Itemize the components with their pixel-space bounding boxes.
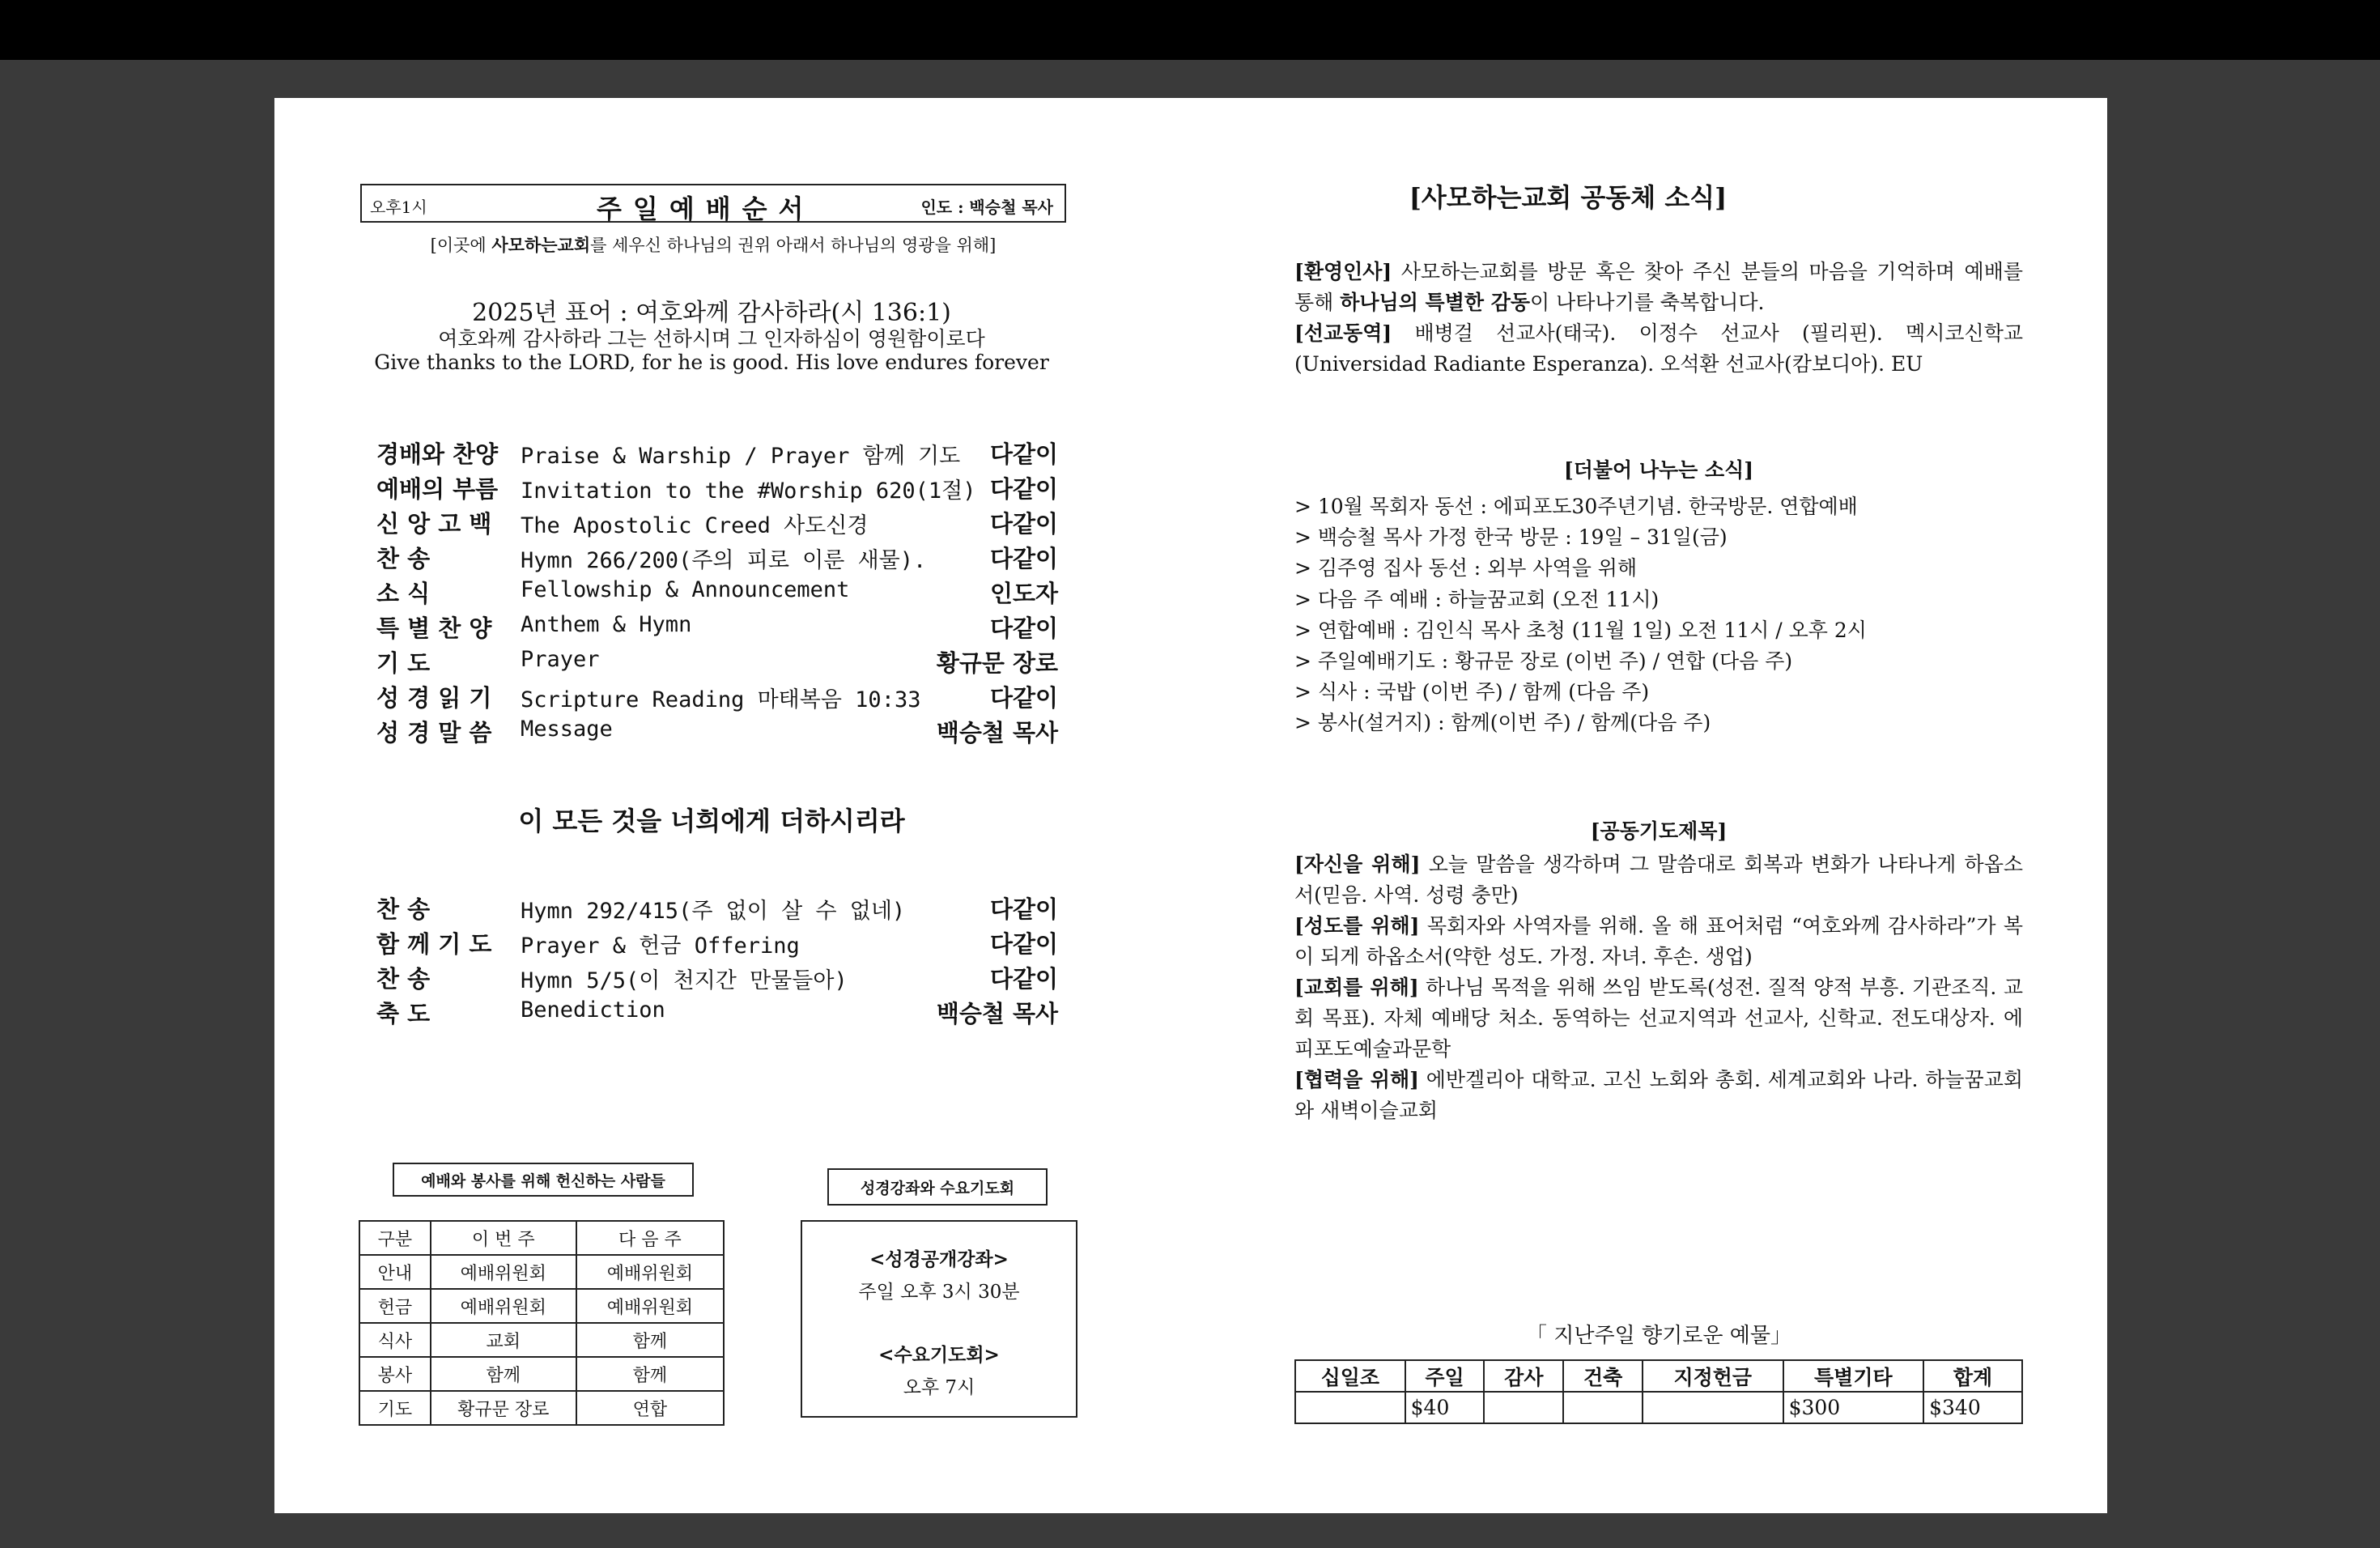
prayer-text: 하나님 목적을 위해 쓰임 받도록(성전. 질적 양적 부흥. 기관조직. 교회 목표). 자체 예배당 처소. 동역하는 선교지역과 선교사, 신학교. 전도대상자. 에피포도예술과문학 <box>1294 976 2023 1061</box>
order-performer: 다같이 <box>989 440 1058 468</box>
church-dedication-line <box>360 232 1066 257</box>
table-cell: 봉사 <box>359 1357 431 1391</box>
table-header-row <box>1295 1360 2022 1392</box>
table-cell: 황규문 장로 <box>431 1391 576 1425</box>
table-cell <box>1484 1392 1563 1423</box>
welcome-text: 사모하는교회를 방문 혹은 찾아 주신 분들의 마음을 기억하며 예배를 통해 <box>1294 260 2023 314</box>
mission-text: 배병걸 선교사(태국). 이정수 선교사 (필리핀). 멕시코신학교(Universidad Radiante Esperanza). 오석환 선교사(캄보디아). EU <box>1294 321 2023 376</box>
news-item: > 식사 : 국밥 (이번 주) / 함께 (다음 주) <box>1294 680 1650 704</box>
welcome-text-end: 이 나타나기를 축복합니다. <box>1530 291 1765 314</box>
dedication-church-name: 사모하는교회 <box>491 235 591 255</box>
prayer-tag: [교회를 위해] <box>1294 976 1419 999</box>
order-desc: Fellowship & Announcement <box>521 577 850 602</box>
prayer-item <box>1294 911 2023 972</box>
table-cell <box>1295 1392 1405 1423</box>
order-label: 성 경 읽 기 <box>376 684 492 712</box>
welcome-paragraph <box>1294 257 2023 318</box>
table-header: 건축 <box>1563 1360 1643 1392</box>
mission-tag: [선교동역] <box>1294 321 1392 345</box>
table-cell: 함께 <box>576 1357 724 1391</box>
order-performer: 다같이 <box>989 895 1058 923</box>
prayer-text: 목회자와 사역자를 위해. 올 해 표어처럼 “여호와께 감사하라”가 복이 되게 하옵소서(약한 성도. 가정. 자녀. 후손. 생업) <box>1294 914 2023 968</box>
prayer-tag: [성도를 위해] <box>1294 914 1420 938</box>
order-performer: 다같이 <box>989 545 1058 572</box>
prayer-item <box>1294 1065 2023 1126</box>
news-item: > 김주영 집사 동선 : 외부 사역을 위해 <box>1294 556 1638 580</box>
table-row <box>359 1323 724 1357</box>
order-row <box>376 961 1058 993</box>
table-cell: $300 <box>1783 1392 1924 1423</box>
table-header: 십일조 <box>1295 1360 1405 1392</box>
order-performer: 황규문 장로 <box>936 649 1058 677</box>
order-performer: 다같이 <box>989 930 1058 958</box>
table-cell: 헌금 <box>359 1289 431 1323</box>
wednesday-prayer-time: 오후 7시 <box>903 1377 975 1398</box>
wednesday-prayer-title: <수요기도회> <box>878 1344 1000 1366</box>
table-cell: 함께 <box>576 1323 724 1357</box>
news-list <box>1294 491 2023 739</box>
table-header-row <box>359 1221 724 1255</box>
offering-title: 「 지난주일 향기로운 예물」 <box>1526 1324 1791 1348</box>
news-item: > 10월 목회자 동선 : 에피포도30주년기념. 한국방문. 연합예배 <box>1294 495 1858 518</box>
worship-order-header-box <box>360 184 1066 223</box>
bible-lecture-title: <성경공개강좌> <box>869 1248 1009 1270</box>
worship-order-title: 주일예배순서 <box>597 194 815 224</box>
order-desc: Scripture Reading 마태복음 10:33 <box>521 687 921 712</box>
order-row <box>376 715 1058 747</box>
table-header: 감사 <box>1484 1360 1563 1392</box>
table-cell: 예배위원회 <box>576 1289 724 1323</box>
prayer-topics <box>1294 849 2023 1126</box>
order-row <box>376 926 1058 959</box>
order-desc: Hymn 5/5(이 천지간 만물들아) <box>521 968 848 993</box>
dedication-text-pre: [이곳에 <box>430 236 492 255</box>
order-performer: 다같이 <box>989 475 1058 503</box>
news-item: > 봉사(설거지) : 함께(이번 주) / 함께(다음 주) <box>1294 711 1711 735</box>
share-news-title: [더불어 나누는 소식] <box>1563 458 1754 482</box>
year-motto-korean: 여호와께 감사하라 그는 선하시며 그 인자하심이 영원함이로다 <box>438 327 985 351</box>
news-item: > 백승철 목사 가정 한국 방문 : 19일 – 31일(금) <box>1294 525 1728 550</box>
order-performer: 인도자 <box>989 580 1058 607</box>
prayer-topics-title: [공동기도제목] <box>1590 819 1728 843</box>
table-header: 이 번 주 <box>431 1221 576 1255</box>
table-cell: 예배위원회 <box>431 1255 576 1289</box>
order-row <box>376 645 1058 678</box>
order-label: 경배와 찬양 <box>376 440 499 468</box>
table-row <box>359 1289 724 1323</box>
table-header: 다 음 주 <box>576 1221 724 1255</box>
order-label: 특 별 찬 양 <box>376 615 492 642</box>
order-label: 신 앙 고 백 <box>376 510 492 538</box>
welcome-bold-text: 하나님의 특별한 감동 <box>1340 291 1531 314</box>
prayer-tag: [협력을 위해] <box>1294 1068 1419 1091</box>
order-label: 성 경 말 씀 <box>376 719 492 746</box>
order-performer: 백승철 목사 <box>936 719 1058 746</box>
table-header: 주일 <box>1405 1360 1485 1392</box>
prayer-item <box>1294 972 2023 1065</box>
order-desc: Invitation to the #Worship 620(1절) <box>521 478 976 504</box>
table-row <box>359 1391 724 1425</box>
prayer-item <box>1294 849 2023 911</box>
order-row <box>376 680 1058 712</box>
table-cell: $40 <box>1405 1392 1485 1423</box>
bulletin-page <box>274 98 2107 1513</box>
order-row <box>376 471 1058 504</box>
table-cell: 연합 <box>576 1391 724 1425</box>
bible-study-box <box>801 1220 1077 1418</box>
table-cell: 식사 <box>359 1323 431 1357</box>
service-table <box>359 1220 725 1426</box>
order-desc: Anthem & Hymn <box>521 612 692 637</box>
order-performer: 다같이 <box>989 684 1058 712</box>
mission-paragraph <box>1294 318 2023 380</box>
welcome-tag: [환영인사] <box>1294 260 1392 283</box>
order-desc: Benediction <box>521 997 665 1023</box>
table-cell <box>1563 1392 1643 1423</box>
order-row <box>376 506 1058 538</box>
order-label: 찬 송 <box>376 895 431 923</box>
service-box-title: 예배와 봉사를 위해 헌신하는 사람들 <box>393 1163 694 1197</box>
order-row <box>376 891 1058 924</box>
order-desc: The Apostolic Creed 사도신경 <box>521 513 869 538</box>
table-cell: $340 <box>1923 1392 2022 1423</box>
community-news-title: [사모하는교회 공동체 소식] <box>1409 182 1728 213</box>
order-row <box>376 610 1058 643</box>
order-label: 찬 송 <box>376 545 431 572</box>
table-row <box>359 1255 724 1289</box>
service-leader: 인도 : 백승철 목사 <box>920 198 1053 217</box>
order-performer: 다같이 <box>989 510 1058 538</box>
order-desc: Prayer <box>521 647 600 672</box>
sermon-title: 이 모든 것을 너희에게 더하시리라 <box>518 806 905 836</box>
order-row <box>376 541 1058 573</box>
table-cell: 교회 <box>431 1323 576 1357</box>
order-performer: 다같이 <box>989 965 1058 993</box>
order-row <box>376 436 1058 469</box>
table-row <box>1295 1392 2022 1423</box>
table-cell: 예배위원회 <box>431 1289 576 1323</box>
table-row <box>359 1357 724 1391</box>
order-label: 소 식 <box>376 580 431 607</box>
order-performer: 다같이 <box>989 615 1058 642</box>
table-header: 지정헌금 <box>1643 1360 1783 1392</box>
table-header: 특별기타 <box>1783 1360 1924 1392</box>
bible-box-title: 성경강좌와 수요기도회 <box>827 1168 1048 1206</box>
order-desc: Message <box>521 717 613 742</box>
year-motto-english: Give thanks to the LORD, for he is good. His love endures forever <box>374 351 1049 374</box>
order-label: 함 께 기 도 <box>376 930 492 958</box>
table-cell: 예배위원회 <box>576 1255 724 1289</box>
table-cell: 안내 <box>359 1255 431 1289</box>
prayer-text: 오늘 말씀을 생각하며 그 말씀대로 회복과 변화가 나타나게 하옵소서(믿음. 사역. 성령 충만) <box>1294 853 2023 907</box>
bible-lecture-time: 주일 오후 3시 30분 <box>858 1282 1020 1303</box>
order-row <box>376 576 1058 608</box>
news-item: > 다음 주 예배 : 하늘꿈교회 (오전 11시) <box>1294 587 1660 611</box>
order-desc: Hymn 292/415(주 없이 살 수 없네) <box>521 899 906 924</box>
order-label: 기 도 <box>376 649 431 677</box>
table-cell <box>1643 1392 1783 1423</box>
offering-table <box>1294 1359 2023 1424</box>
prayer-tag: [자신을 위해] <box>1294 853 1421 876</box>
order-desc: Hymn 266/200(주의 피로 이룬 새물). <box>521 548 927 573</box>
order-performer: 백승철 목사 <box>936 1000 1058 1027</box>
news-item: > 연합예배 : 김인식 목사 초청 (11월 1일) 오전 11시 / 오후 2시 <box>1294 618 1867 642</box>
order-label: 찬 송 <box>376 965 431 993</box>
order-desc: Prayer & 헌금 Offering <box>521 933 800 959</box>
service-time: 오후1시 <box>370 198 427 217</box>
order-label: 예배의 부름 <box>376 475 499 503</box>
window-top-bar <box>0 0 2380 60</box>
prayer-text: 에반겔리아 대학교. 고신 노회와 총회. 세계교회와 나라. 하늘꿈교회와 새벽이슬교회 <box>1294 1068 2023 1122</box>
table-cell: 기도 <box>359 1391 431 1425</box>
table-cell: 함께 <box>431 1357 576 1391</box>
order-label: 축 도 <box>376 1000 431 1027</box>
news-item: > 주일예배기도 : 황규문 장로 (이번 주) / 연합 (다음 주) <box>1294 649 1793 674</box>
dedication-text-post: 를 세우신 하나님의 권위 아래서 하나님의 영광을 위해] <box>590 236 997 255</box>
year-motto-title: 2025년 표어 : 여호와께 감사하라(시 136:1) <box>472 299 951 327</box>
table-header: 합계 <box>1923 1360 2022 1392</box>
table-header: 구분 <box>359 1221 431 1255</box>
order-desc: Praise & Warship / Prayer 함께 기도 <box>521 444 961 469</box>
order-row <box>376 996 1058 1028</box>
